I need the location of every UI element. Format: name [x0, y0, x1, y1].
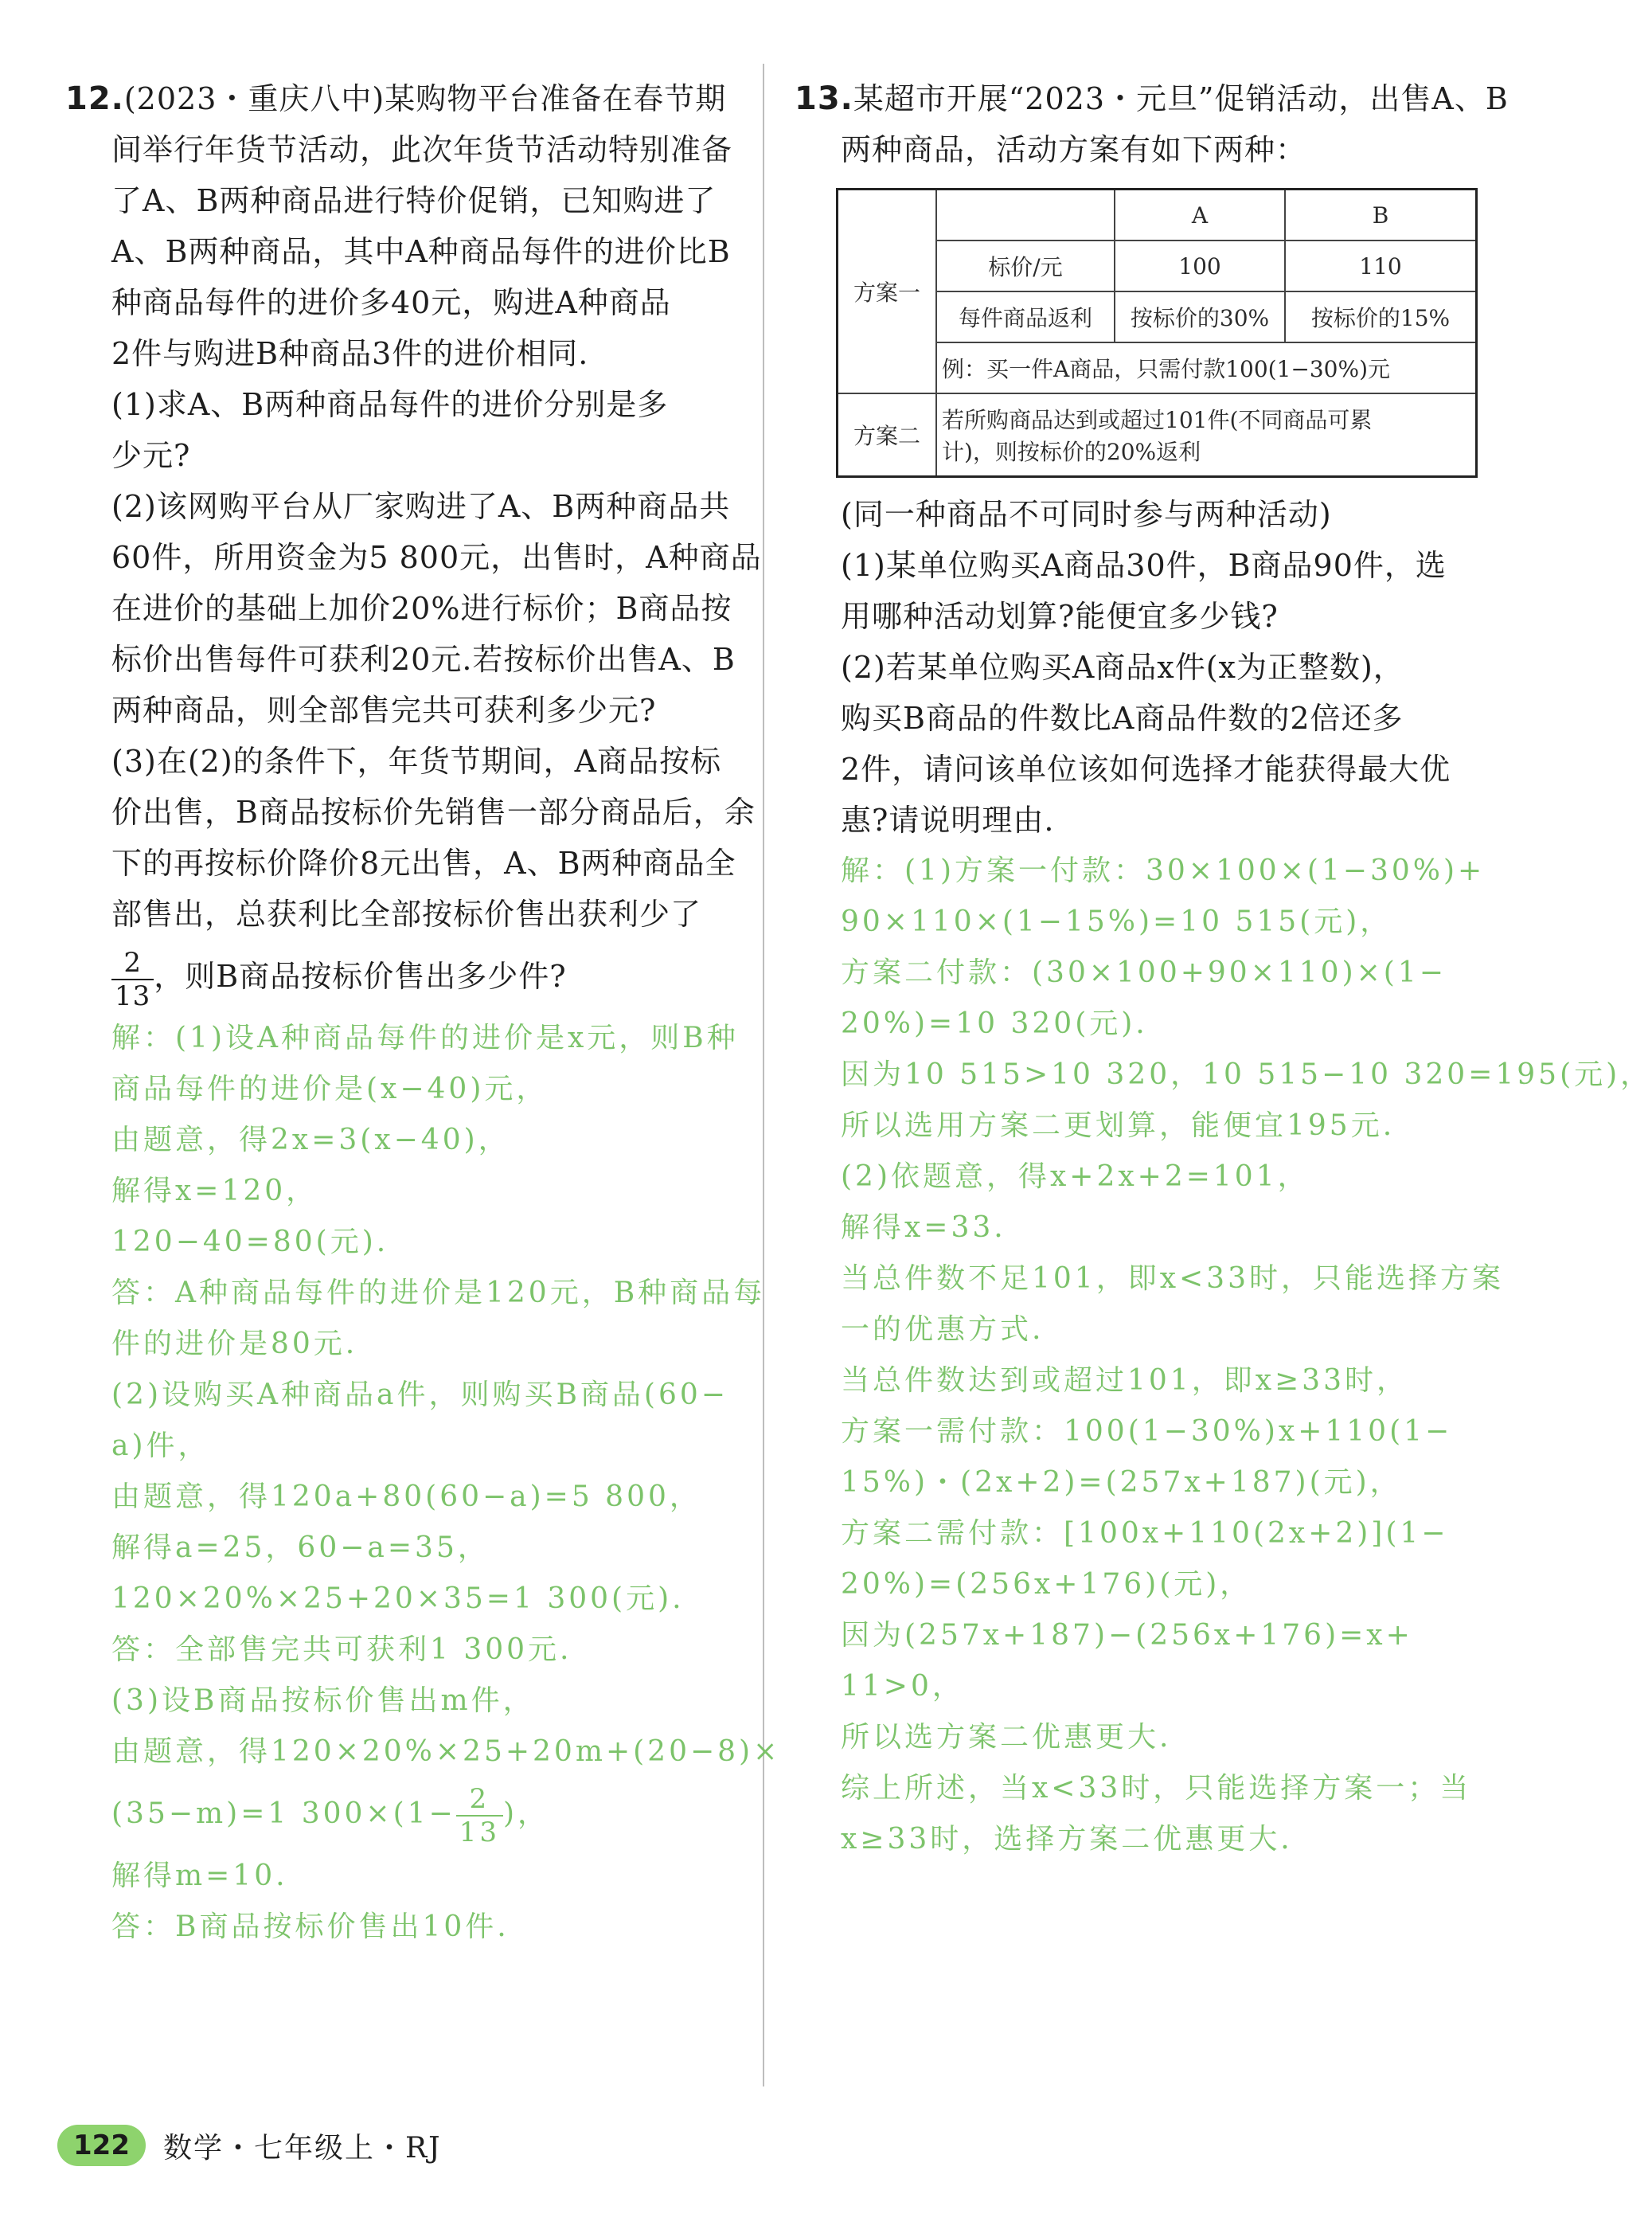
question-line [65, 787, 756, 838]
question-text: 部售出，总获利比全部按标价售出获利少了 [111, 897, 702, 932]
question-text: 下的再按标价降价8元出售，A、B两种商品全 [111, 846, 736, 881]
solution-line: 解：(1)设A种商品每件的进价是x元，则B种 [111, 1022, 739, 1054]
table-cell: 110 [1285, 241, 1477, 291]
question-text: 种商品每件的进价多40元，购进A种商品 [111, 285, 671, 320]
question-line [795, 124, 1479, 175]
solution-line: (2)依题意，得x+2x+2=101， [841, 1160, 1310, 1193]
solution-line: 件的进价是80元. [111, 1328, 358, 1360]
solution-line: 由题意，得120a+80(60−a)=5 800， [111, 1480, 701, 1513]
subject-label: 数学・七年级上・RJ [162, 2131, 442, 2165]
question-line: (同一种商品不可同时参与两种活动) [841, 496, 1332, 532]
solution-text: (35−m)=1 300×(1− [111, 1797, 456, 1830]
solution-line: (3)设B商品按标价售出m件， [111, 1684, 535, 1717]
table-cell: B [1285, 190, 1477, 241]
solution-text: )， [502, 1797, 550, 1830]
question-text: 少元? [111, 438, 191, 473]
solution-line: 15%)・(2x+2)=(257x+187)(元)， [841, 1465, 1402, 1499]
question-line [65, 73, 750, 124]
question-text: 价出售，B商品按标价先销售一部分商品后，余 [111, 795, 756, 830]
question-text: 在进价的基础上加价20%进行标价；B商品按 [111, 591, 732, 626]
solution-line: 所以选方案二优惠更大. [841, 1720, 1172, 1754]
solution-line: 当总件数达到或超过101，即x≥33时， [841, 1363, 1408, 1397]
column-divider [763, 64, 764, 2086]
solution-line: 20%)=(256x+176)(元)， [841, 1567, 1252, 1601]
question-line [65, 124, 750, 175]
question-line [65, 481, 750, 532]
solution-line: 答：A种商品每件的进价是120元，B种商品每 [111, 1277, 766, 1309]
table-cell: 按标价的15% [1285, 291, 1477, 342]
question-line [65, 532, 762, 583]
fraction-denominator: 13 [459, 1817, 500, 1848]
question-line: 2件，请问该单位该如何选择才能获得最大优 [841, 751, 1451, 787]
solution-line: 11>0， [841, 1669, 964, 1703]
table-row [838, 190, 1477, 241]
question-12 [65, 73, 781, 1953]
table-cell: 方案一 [838, 190, 937, 394]
question-line: (2)若某单位购买A商品x件(x为正整数)， [841, 649, 1404, 685]
solution-line: 120×20%×25+20×35=1 300(元). [111, 1582, 685, 1615]
table-cell: 例：买一件A商品，只需付款100(1−30%)元 [936, 342, 1477, 393]
page-footer [57, 2125, 442, 2166]
fraction-numerator: 2 [111, 947, 154, 980]
plan2-line: 计)，则按标价的20%返利 [942, 438, 1201, 465]
solution-line: 解得x=120， [111, 1175, 318, 1207]
solution-line: 因为10 515>10 320，10 515−10 320=195(元)， [841, 1058, 1652, 1091]
solution-line: 120−40=80(元). [111, 1226, 389, 1258]
question-line [65, 838, 750, 889]
question-line [65, 328, 750, 379]
solution-line: 因为(257x+187)−(256x+176)=x+ [841, 1618, 1413, 1652]
solution-line: (2)设购买A种商品a件，则购买B商品(60− [111, 1379, 728, 1411]
solution-line: 解得m=10. [111, 1860, 288, 1892]
question-text: (2)该网购平台从厂家购进了A、B两种商品共 [111, 489, 731, 524]
question-text: 标价出售每件可获利20元.若按标价出售A、B [111, 642, 736, 677]
solution-line: 答：全部售完共可获利1 300元. [111, 1633, 572, 1666]
solution-line: 90×110×(1−15%)=10 515(元)， [841, 905, 1392, 938]
solution-line: 由题意，得2x=3(x−40)， [111, 1124, 510, 1156]
table-cell [936, 393, 1477, 476]
question-text: 某超市开展“2023・元旦”促销活动，出售A、B [853, 81, 1509, 116]
question-line [65, 430, 750, 481]
fraction [456, 1783, 503, 1848]
plan2-line: 若所购商品达到或超过101件(不同商品可累 [942, 406, 1373, 433]
solution-line: 当总件数不足101，即x<33时，只能选择方案 [841, 1261, 1504, 1295]
solution-line: 解得a=25，60−a=35， [111, 1531, 490, 1564]
solution-line: 一的优惠方式. [841, 1312, 1045, 1346]
question-line [65, 379, 750, 430]
question-line [65, 583, 750, 634]
fraction-denominator: 13 [115, 980, 151, 1012]
solution-line: 解：(1)方案一付款：30×100×(1−30%)+ [841, 854, 1486, 887]
question-text: (1)求A、B两种商品每件的进价分别是多 [111, 387, 669, 422]
solution-line [65, 1777, 750, 1851]
question-number: 13. [795, 80, 853, 117]
question-text: 两种商品，则全部售完共可获利多少元? [111, 693, 657, 728]
question-text: 2件与购进B种商品3件的进价相同. [111, 336, 589, 371]
question-line [795, 73, 1509, 124]
table-row [838, 393, 1477, 476]
solution-line: 答：B商品按标价售出10件. [111, 1910, 510, 1943]
solution-line: a)件， [111, 1429, 210, 1462]
question-text: 两种商品，活动方案有如下两种： [841, 132, 1307, 167]
solution-line: 商品每件的进价是(x−40)元， [111, 1073, 549, 1105]
table-cell: 100 [1115, 241, 1285, 291]
question-line: 惠?请说明理由. [841, 802, 1055, 838]
solution-line: 方案二需付款：[100x+110(2x+2)](1− [841, 1516, 1449, 1550]
question-text: 60件，所用资金为5 800元，出售时，A种商品 [111, 540, 762, 575]
table-cell: 标价/元 [936, 241, 1115, 291]
solution-line: 方案一需付款：100(1−30%)x+110(1− [841, 1414, 1453, 1448]
fraction [111, 947, 154, 1012]
table-cell: 每件商品返利 [936, 291, 1115, 342]
question-line [65, 277, 750, 328]
question-text: (2023・重庆八中)某购物平台准备在春节期 [123, 81, 727, 116]
question-line: 购买B商品的件数比A商品件数的2倍还多 [841, 700, 1404, 736]
question-line [65, 889, 750, 940]
solution-line: 方案二付款：(30×100+90×110)×(1− [841, 956, 1447, 989]
page-number: 122 [57, 2125, 146, 2166]
question-number: 12. [65, 80, 124, 117]
solution-line: 20%)=10 320(元). [841, 1007, 1148, 1040]
question-text: (3)在(2)的条件下，年货节期间，A商品按标 [111, 744, 722, 779]
solution-line: 由题意，得120×20%×25+20m+(20−8)× [111, 1735, 781, 1768]
table-cell: 按标价的30% [1115, 291, 1285, 342]
solution-line: 解得x=33. [841, 1210, 1006, 1244]
fraction-numerator: 2 [456, 1783, 503, 1817]
question-line [65, 685, 750, 736]
solution-line: 综上所述，当x<33时，只能选择方案一；当 [841, 1771, 1472, 1805]
solution-line: x≥33时，选择方案二优惠更大. [841, 1822, 1293, 1856]
question-text: 了A、B两种商品进行特价促销，已知购进了 [111, 183, 717, 218]
table-cell: A [1115, 190, 1285, 241]
table-cell [936, 190, 1115, 241]
question-line [65, 634, 750, 685]
question-text: 间举行年货节活动，此次年货节活动特别准备 [111, 132, 733, 167]
question-line: (1)某单位购买A商品30件，B商品90件，选 [841, 547, 1447, 583]
question-text: A、B两种商品，其中A种商品每件的进价比B [111, 234, 731, 269]
promotion-table [836, 188, 1478, 478]
question-line [65, 175, 750, 226]
question-line [65, 226, 750, 277]
question-line: 用哪种活动划算?能便宜多少钱? [841, 598, 1279, 634]
question-text: ，则B商品按标价售出多少件? [154, 959, 567, 994]
question-13 [795, 73, 1652, 1865]
table-cell: 方案二 [838, 393, 937, 476]
question-line [65, 736, 750, 787]
solution-line: 所以选用方案二更划算，能便宜195元. [841, 1109, 1396, 1142]
question-line [65, 940, 750, 1013]
